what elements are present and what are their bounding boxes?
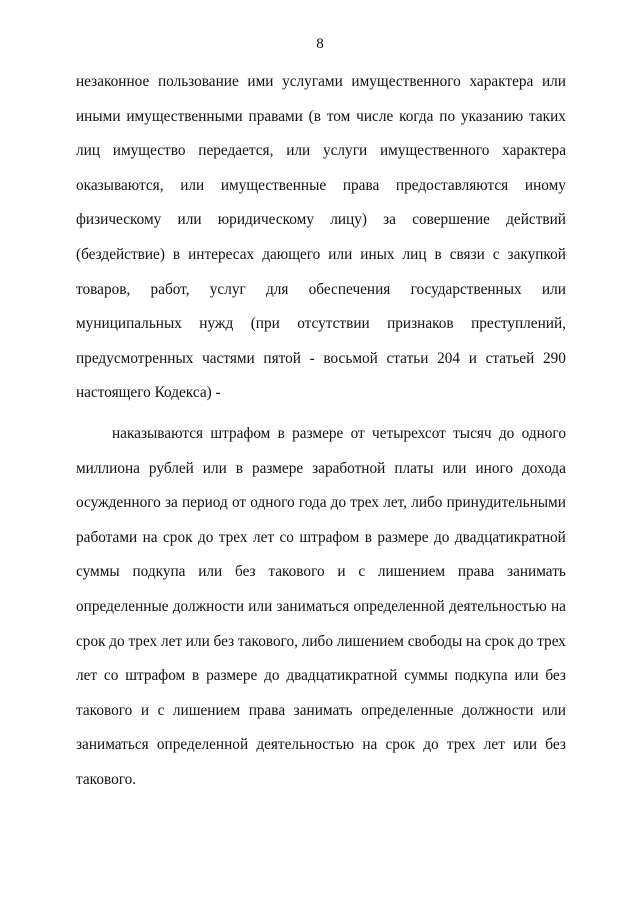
word: или: [513, 736, 538, 754]
word: срок: [385, 736, 416, 754]
word: преступлений,: [471, 315, 566, 333]
word: права: [248, 701, 286, 719]
word: наказываются: [112, 425, 204, 442]
word: по: [439, 107, 456, 125]
word: штрафом: [210, 425, 271, 442]
word: -: [309, 349, 315, 367]
text-line: [76, 528, 566, 563]
text-line: настоящего Кодекса) -: [76, 384, 221, 402]
text-line: [76, 280, 566, 315]
word: или: [328, 245, 353, 263]
word: статьи: [386, 349, 429, 367]
word: занимать: [293, 701, 353, 719]
word: подкупа: [132, 563, 186, 581]
word: подкупа: [454, 667, 508, 685]
word: закупкой: [507, 245, 566, 263]
word: размере: [206, 667, 258, 685]
word: в: [434, 245, 442, 263]
word: лиц: [76, 142, 101, 160]
word: лет: [483, 736, 505, 754]
word: трех: [350, 494, 380, 512]
word: имущественного: [351, 73, 461, 90]
word: или: [541, 280, 566, 298]
word: размере: [251, 459, 304, 477]
word: размере: [292, 425, 344, 442]
word: совершение: [412, 211, 490, 229]
word: обеспечения: [308, 280, 391, 298]
word: таких: [529, 107, 566, 125]
word: трех: [446, 736, 476, 754]
text-line: [76, 493, 566, 528]
word: предоставляются: [395, 176, 509, 194]
text-line: [76, 459, 566, 494]
word: характера: [469, 73, 534, 90]
word: либо: [411, 494, 443, 512]
word: в: [192, 667, 200, 685]
paragraph-2: [76, 424, 566, 805]
text-line: [76, 72, 566, 107]
word: такового,: [237, 632, 298, 650]
word: (бездействие): [76, 245, 165, 263]
word: товаров,: [76, 280, 131, 298]
word: заниматься: [76, 736, 149, 754]
word: заниматься: [276, 597, 350, 615]
word: указанию: [460, 107, 524, 125]
text-line: такового.: [76, 770, 137, 788]
word: от: [350, 425, 365, 442]
word: или: [442, 459, 467, 477]
word: имущество: [112, 142, 186, 160]
word: за: [383, 211, 396, 229]
word: в: [277, 425, 285, 442]
word: (при: [250, 315, 280, 333]
word: (в: [308, 107, 321, 125]
word: тысяч: [453, 425, 492, 442]
word: восьмой: [323, 349, 378, 367]
word: и: [468, 349, 477, 367]
word: лиц: [402, 245, 427, 263]
word: платы: [394, 459, 434, 477]
word: права: [457, 563, 495, 581]
word: статьей: [485, 349, 535, 367]
word: до: [197, 528, 214, 546]
word: или: [185, 632, 210, 650]
text-line: [76, 210, 566, 245]
word: или: [202, 459, 227, 477]
text-line: [76, 562, 566, 597]
word: иных: [360, 245, 395, 263]
word: муниципальных: [76, 315, 182, 333]
word: работами: [76, 528, 138, 546]
word: должности: [172, 597, 245, 615]
word: работ,: [150, 280, 190, 298]
word: и: [337, 563, 346, 581]
paragraph-1: [76, 72, 566, 418]
word: одного: [521, 425, 566, 442]
word: такового: [268, 563, 325, 581]
word: отсутствии: [297, 315, 370, 333]
word: или: [198, 563, 223, 581]
word: пользование: [157, 73, 239, 90]
word: имущественного: [379, 142, 490, 160]
word: когда: [399, 107, 434, 125]
word: определенной: [156, 736, 249, 754]
word: том: [326, 107, 351, 125]
word: ими: [247, 73, 274, 90]
word: лишением: [377, 563, 446, 581]
word: лишением: [336, 632, 404, 650]
word: с: [358, 563, 366, 581]
word: на: [466, 632, 482, 650]
word: предусмотренных: [76, 349, 194, 367]
word: на: [142, 528, 158, 546]
word: лишением: [172, 701, 241, 719]
text-line: [76, 632, 566, 667]
word: государственных: [410, 280, 522, 298]
word: услуги: [322, 142, 368, 160]
word: суммы: [404, 667, 448, 685]
word: иного: [475, 459, 514, 477]
word: рублей: [148, 459, 194, 477]
word: на: [551, 597, 566, 615]
word: и: [140, 701, 150, 719]
word: или: [514, 667, 539, 685]
word: такового: [76, 701, 133, 719]
word: трех: [128, 632, 158, 650]
word: или: [541, 73, 566, 90]
text-line: [76, 349, 566, 384]
word: миллиона: [76, 459, 140, 477]
text-line: [76, 666, 566, 701]
word: числе: [356, 107, 394, 125]
word: лет: [252, 528, 275, 546]
word: юридическому: [217, 211, 314, 229]
word: определенные: [361, 701, 454, 719]
word: иному: [524, 176, 566, 194]
word: лет,: [383, 494, 408, 512]
word: услугами: [282, 73, 343, 90]
word: до: [518, 632, 534, 650]
word: двадцатикратной: [454, 528, 566, 546]
word: без: [213, 632, 235, 650]
text-line: [76, 314, 566, 349]
word: имущественными: [126, 107, 243, 125]
word: размере: [377, 528, 429, 546]
word: со: [103, 667, 119, 685]
word: со: [279, 528, 294, 546]
word: с: [157, 701, 165, 719]
word: незаконное: [76, 73, 150, 90]
text-line: [76, 701, 566, 736]
word: деятельностью: [256, 736, 355, 754]
word: 204: [437, 349, 461, 367]
word: от: [231, 494, 247, 512]
word: пятой: [263, 349, 301, 367]
text-line: [76, 735, 566, 770]
word: без: [545, 667, 566, 685]
word: в: [235, 459, 244, 477]
word: дохода: [521, 459, 566, 477]
word: лет: [160, 632, 183, 650]
word: осужденного: [76, 494, 161, 512]
page-number: 8: [316, 36, 324, 52]
word: занимать: [507, 563, 566, 581]
word: лицу): [330, 211, 367, 229]
word: срок: [76, 632, 106, 650]
word: трех: [537, 632, 566, 650]
word: трех: [218, 528, 248, 546]
word: одного: [250, 494, 295, 512]
word: дающего: [262, 245, 321, 263]
text-line: [76, 107, 566, 142]
word: действий: [506, 211, 566, 229]
word: иными: [76, 107, 121, 125]
word: или: [286, 142, 311, 160]
word: характера: [502, 142, 566, 160]
text-line: [76, 176, 566, 211]
word: должности: [462, 701, 534, 719]
word: интересах: [188, 245, 255, 263]
word: передается,: [198, 142, 274, 160]
word: срок: [484, 632, 515, 650]
word: права: [342, 176, 380, 194]
word: штрафом: [299, 528, 360, 546]
word: четырехсот: [372, 425, 446, 442]
word: суммы: [76, 563, 120, 581]
word: либо: [301, 632, 333, 650]
word: срок: [163, 528, 193, 546]
text-line: [76, 424, 566, 459]
word: или: [541, 701, 566, 719]
word: или: [180, 176, 205, 194]
word: до: [423, 736, 439, 754]
word: частями: [202, 349, 255, 367]
word: деятельностью: [448, 597, 547, 615]
word: услуг: [209, 280, 246, 298]
word: физическому: [76, 211, 162, 229]
word: нужд: [199, 315, 234, 333]
word: с: [492, 245, 500, 263]
word: в: [172, 245, 181, 263]
word: правами: [248, 107, 303, 125]
word: на: [362, 736, 378, 754]
word: штрафом: [125, 667, 186, 685]
word: заработной: [312, 459, 386, 477]
word: свободы: [407, 632, 463, 650]
word: определенной: [353, 597, 445, 615]
word: года: [298, 494, 327, 512]
word: без: [545, 736, 566, 754]
word: связи: [449, 245, 485, 263]
word: имущественные: [220, 176, 327, 194]
word: без: [234, 563, 256, 581]
word: принудительными: [446, 494, 566, 512]
word: до: [330, 494, 347, 512]
text-line: [76, 597, 566, 632]
word: признаков: [387, 315, 454, 333]
word: двадцатикратной: [286, 667, 398, 685]
word: или: [177, 211, 202, 229]
word: до: [264, 667, 280, 685]
word: в: [364, 528, 373, 546]
word: лет: [76, 667, 98, 685]
word: оказываются,: [76, 176, 164, 194]
word: для: [265, 280, 289, 298]
word: до: [434, 528, 450, 546]
word: 290: [542, 349, 566, 367]
word: за: [164, 494, 178, 512]
text-line: [76, 245, 566, 280]
word: до: [498, 425, 515, 442]
text-line: [76, 141, 566, 176]
word: определенные: [76, 597, 169, 615]
word: период: [181, 494, 228, 512]
word: или: [248, 597, 273, 615]
word: до: [109, 632, 125, 650]
